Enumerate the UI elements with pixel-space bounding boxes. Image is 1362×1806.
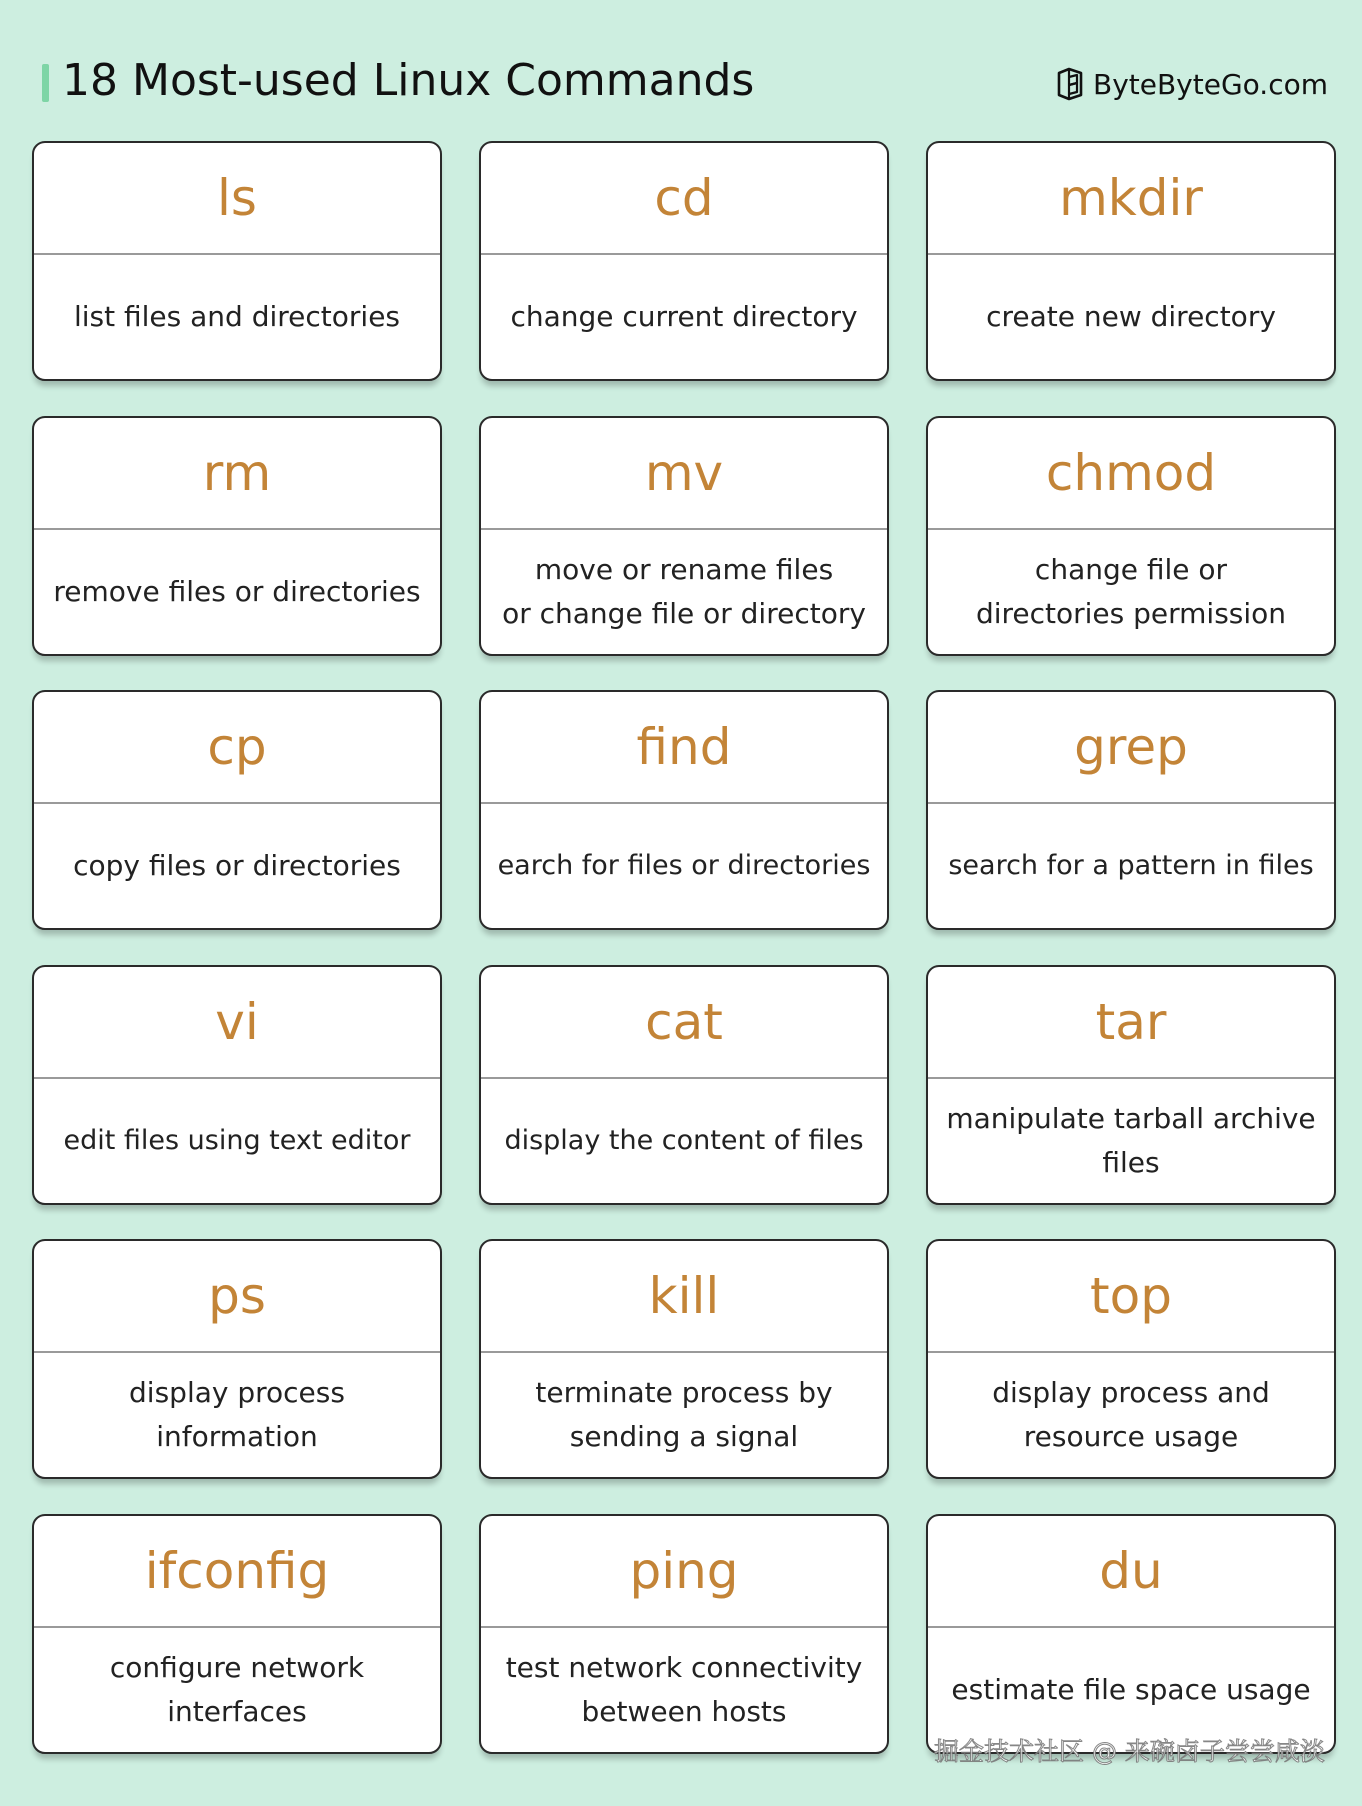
command-card-mv	[479, 416, 889, 656]
command-card-vi	[32, 965, 442, 1205]
command-name: find	[481, 692, 887, 804]
watermark: 掘金技术社区 @ 来碗卤子尝尝咸淡	[934, 1737, 1325, 1766]
command-card-tar	[926, 965, 1336, 1205]
command-name: mkdir	[928, 143, 1334, 255]
command-card-top	[926, 1239, 1336, 1479]
command-card-ls	[32, 141, 442, 381]
command-description: test network connectivity between hosts	[505, 1650, 863, 1728]
title-accent-bar	[42, 64, 49, 102]
command-description: move or rename files or change file or directory	[502, 552, 866, 630]
command-description: edit files using text editor	[63, 1124, 411, 1156]
command-description: earch for files or directories	[497, 850, 871, 881]
command-card-cp	[32, 690, 442, 930]
command-card-du	[926, 1514, 1336, 1754]
command-name: kill	[481, 1241, 887, 1353]
command-card-chmod	[926, 416, 1336, 656]
command-description: search for a pattern in files	[948, 850, 1314, 881]
command-name: grep	[928, 692, 1334, 804]
command-name: ping	[481, 1516, 887, 1628]
command-name: chmod	[928, 418, 1334, 530]
bytebytego-logo-icon	[1055, 67, 1085, 101]
brand-name: ByteByteGo.com	[1092, 67, 1328, 101]
command-name: cd	[481, 143, 887, 255]
command-description: change file or directories permission	[975, 552, 1287, 630]
command-description: display process information	[129, 1376, 345, 1453]
command-card-ps	[32, 1239, 442, 1479]
command-description: change current directory	[510, 300, 858, 333]
command-card-cd	[479, 141, 889, 381]
command-description: list files and directories	[73, 300, 401, 333]
command-name: mv	[481, 418, 887, 530]
command-description: terminate process by sending a signal	[535, 1376, 833, 1453]
command-card-kill	[479, 1239, 889, 1479]
command-grid	[32, 141, 1336, 1754]
command-card-cat	[479, 965, 889, 1205]
command-description: create new directory	[986, 300, 1276, 333]
command-name: du	[928, 1516, 1334, 1628]
command-name: ifconfig	[34, 1516, 440, 1628]
command-description: configure network interfaces	[109, 1650, 365, 1728]
command-description: estimate file space usage	[951, 1672, 1311, 1706]
command-description: manipulate tarball archive files	[946, 1101, 1316, 1179]
command-name: ps	[34, 1241, 440, 1353]
command-name: vi	[34, 967, 440, 1079]
command-description: display the content of files	[504, 1124, 864, 1156]
command-name: rm	[34, 418, 440, 530]
command-description: remove files or directories	[53, 574, 421, 608]
command-name: top	[928, 1241, 1334, 1353]
command-card-ifconfig	[32, 1514, 442, 1754]
command-name: tar	[928, 967, 1334, 1079]
command-description: display process and resource usage	[992, 1376, 1270, 1453]
command-card-mkdir	[926, 141, 1336, 381]
brand[interactable]	[1055, 64, 1328, 104]
page-header	[38, 50, 1328, 112]
page-title: 18 Most-used Linux Commands	[62, 55, 755, 106]
command-card-ping	[479, 1514, 889, 1754]
command-card-rm	[32, 416, 442, 656]
command-card-find	[479, 690, 889, 930]
command-name: cat	[481, 967, 887, 1079]
command-card-grep	[926, 690, 1336, 930]
command-name: ls	[34, 143, 440, 255]
command-description: copy files or directories	[73, 849, 401, 882]
command-name: cp	[34, 692, 440, 804]
